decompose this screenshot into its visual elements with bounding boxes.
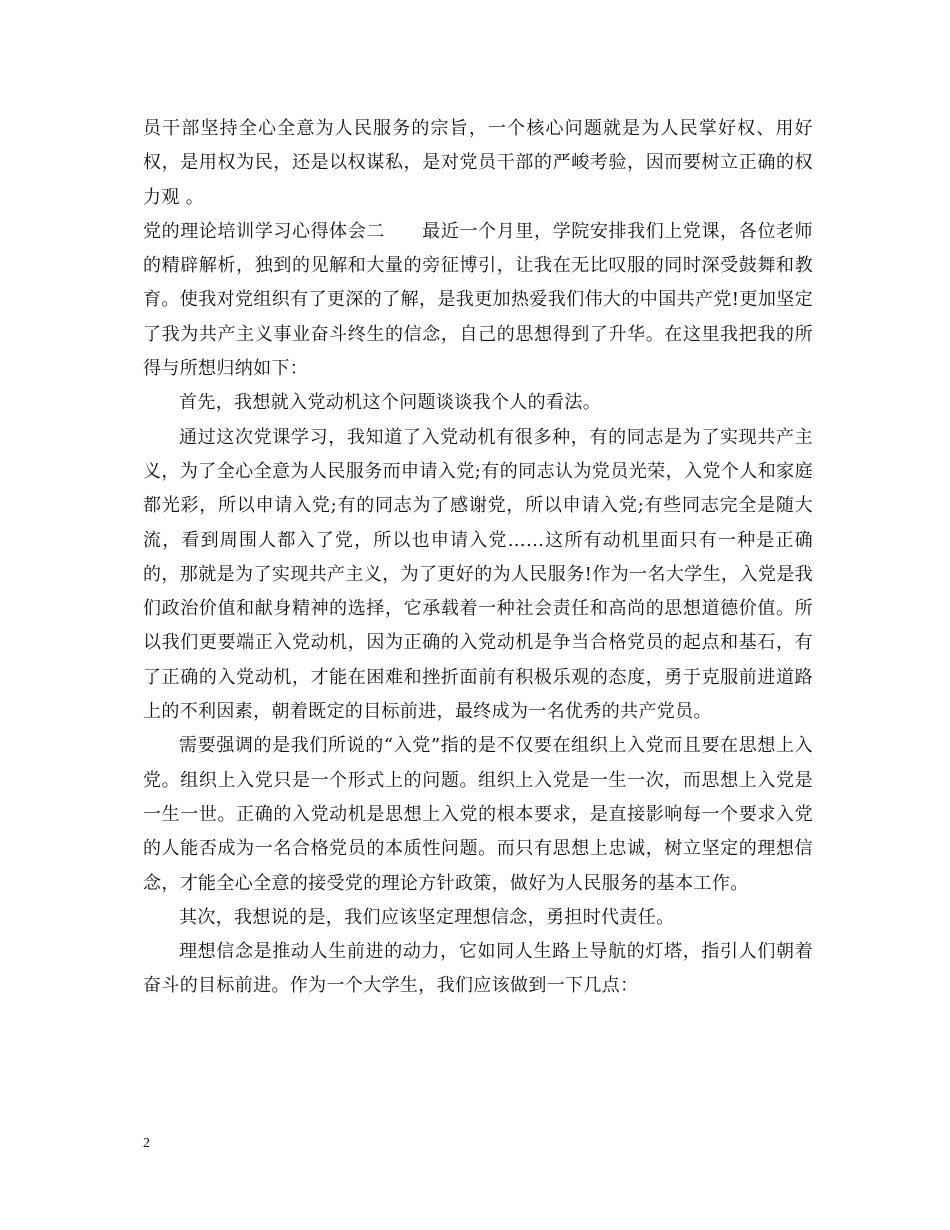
paragraph: 通过这次党课学习，我知道了入党动机有很多种，有的同志是为了实现共产主义，为了全心全意为人民服务而申请入党;有的同志认为党员光荣，入党个人和家庭都光彩，所以申请入党;有的同志为了感谢党，所以申请入党;有些同志完全是随大流，看到周围人都入了党，所以也申请入党……这所有动机里面只有一种是正确的，那就是为了实现共产主义，为了更好的为人民服务!作为一名大学生，入党是我们政治价值和献身精神的选择，它承载着一种社会责任和高尚的思想道德价值。所以我们更要端正入党动机，因为正确的入党动机是争当合格党员的起点和基石，有了正确的入党动机，才能在困难和挫折面前有积极乐观的态度，勇于克服前进道路上的不利因素，朝着既定的目标前进，最终成为一名优秀的共产党员。 (143, 426, 813, 723)
paragraph: 党的理论培训学习心得体会二 最近一个月里，学院安排我们上党课，各位老师的精辟解析，独到的见解和大量的旁征博引，让我在无比叹服的同时深受鼓舞和教育。使我对党组织有了更深的了解，是我更加热爱我们伟大的中国共产党!更加坚定了我为共产主义事业奋斗终生的信念，自己的思想得到了升华。在这里我把我的所得与所想归纳如下： (143, 220, 813, 380)
paragraph: 首先，我想就入党动机这个问题谈谈我个人的看法。 (179, 392, 602, 414)
body-text (143, 112, 813, 1004)
page-number: 2 (143, 1136, 150, 1151)
paragraph: 其次，我想说的是，我们应该坚定理想信念，勇担时代责任。 (179, 906, 675, 928)
paragraph: 员干部坚持全心全意为人民服务的宗旨，一个核心问题就是为人民掌好权、用好权，是用权为民，还是以权谋私，是对党员干部的严峻考验，因而要树立正确的权力观 。 (143, 118, 813, 208)
paragraph: 理想信念是推动人生前进的动力，它如同人生路上导航的灯塔，指引人们朝着奋斗的目标前进。作为一个大学生，我们应该做到一下几点： (143, 941, 813, 997)
paragraph: 需要强调的是我们所说的“入党”指的是不仅要在组织上入党而且要在思想上入党。组织上入党只是一个形式上的问题。组织上入党是一生一次，而思想上入党是一生一世。正确的入党动机是思想上入党的根本要求，是直接影响每一个要求入党的人能否成为一名合格党员的本质性问题。而只有思想上忠诚，树立坚定的理想信念，才能全心全意的接受党的理论方针政策，做好为人民服务的基本工作。 (143, 735, 813, 894)
